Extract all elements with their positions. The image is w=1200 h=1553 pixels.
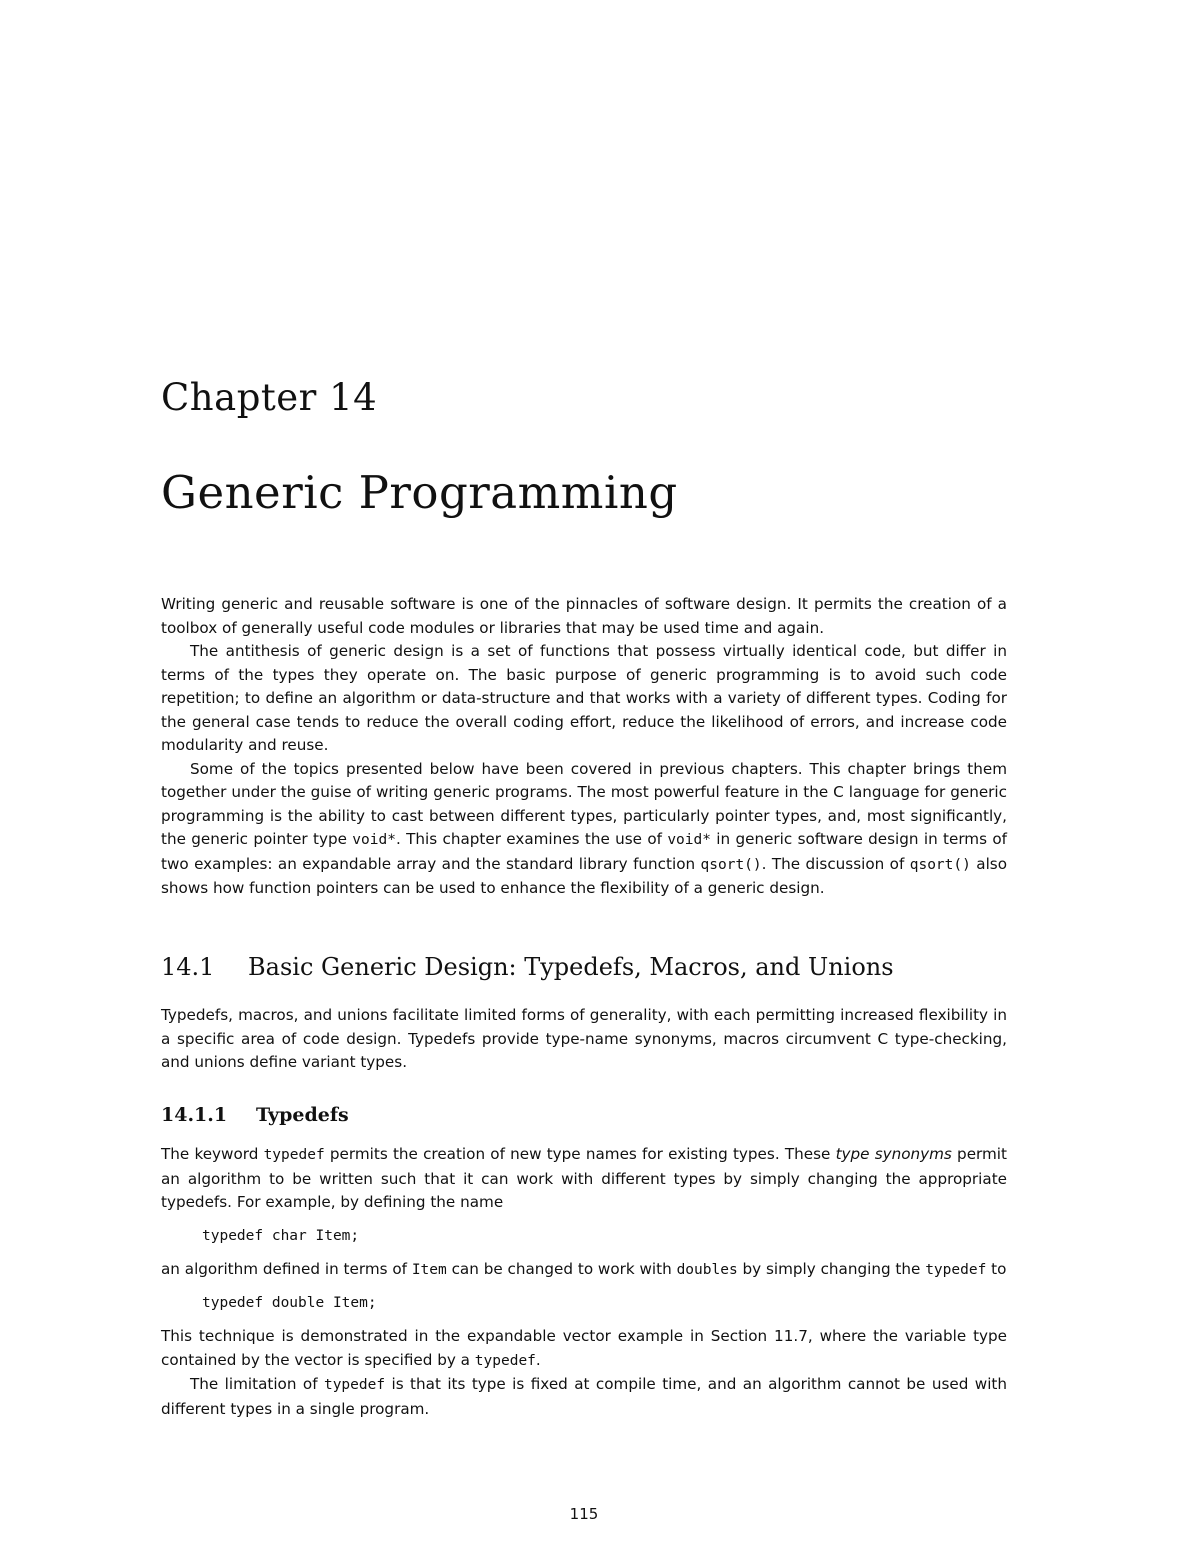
section-heading xyxy=(161,953,894,981)
subsection-paragraph-2: an algorithm defined in terms of Item can be changed to work with doubles by simply changing the typedef to xyxy=(161,1259,1007,1278)
subsection-heading xyxy=(161,1104,349,1126)
inline-code: typedef xyxy=(474,1352,536,1369)
subsection-number: 14.1.1 xyxy=(161,1104,228,1126)
inline-code: qsort() xyxy=(909,856,971,873)
section-body xyxy=(161,1004,1007,1075)
inline-code: doubles xyxy=(676,1261,738,1278)
inline-code: Item xyxy=(411,1261,447,1278)
subsection-paragraph-3: This technique is demonstrated in the expandable vector example in Section 11.7, where the variable type contained by the vector is specified by a typedef. xyxy=(161,1327,1007,1369)
code-block-2: typedef double Item; xyxy=(202,1295,377,1311)
inline-code: typedef xyxy=(925,1261,987,1278)
page-number: 115 xyxy=(569,1505,599,1523)
chapter-intro xyxy=(161,593,1007,901)
intro-paragraph-1: Writing generic and reusable software is one of the pinnacles of software design. It permits the creation of a toolbox of generally useful code modules or libraries that may be used time and again. xyxy=(161,595,1007,637)
section-number: 14.1 xyxy=(161,953,215,981)
intro-paragraph-2: The antithesis of generic design is a set of functions that possess virtually identical code, but differ in terms of the types they operate on. The basic purpose of generic programming is to avoid such code repetition; to define an algorithm or data-structure and that works with a variety of different types. Coding for the general case tends to reduce the overall coding effort, reduce the likelihood of errors, and increase code modularity and reuse. xyxy=(161,642,1007,754)
subsection-body xyxy=(161,1143,1007,1421)
inline-code: void* xyxy=(667,832,711,848)
inline-code: typedef xyxy=(263,1147,325,1163)
subsection-paragraph-4: The limitation of typedef is that its type is fixed at compile time, and an algorithm cannot be used with different types in a single program. xyxy=(161,1375,1007,1418)
subsection-paragraph-1: The keyword typedef permits the creation of new type names for existing types. These type synonyms permit an algorithm to be written such that it can work with different types by simply changing the appropriate typedefs. For example, by defining the name xyxy=(161,1145,1007,1211)
subsection-title: Typedefs xyxy=(256,1104,349,1126)
section-paragraph-1: Typedefs, macros, and unions facilitate limited forms of generality, with each permitting increased flexibility in a specific area of code design. Typedefs provide type-name synonyms, macros circumvent C type-checking, and unions define variant types. xyxy=(161,1006,1007,1071)
code-block-1: typedef char Item; xyxy=(202,1227,360,1244)
emphasis: type synonyms xyxy=(835,1145,952,1163)
chapter-label: Chapter 14 xyxy=(161,376,378,419)
section-title: Basic Generic Design: Typedefs, Macros, and Unions xyxy=(248,953,894,981)
inline-code: void* xyxy=(352,832,396,848)
chapter-title: Generic Programming xyxy=(161,466,678,519)
inline-code: typedef xyxy=(323,1377,386,1393)
inline-code: qsort() xyxy=(700,856,762,873)
intro-paragraph-3: Some of the topics presented below have been covered in previous chapters. This chapter brings them together under the guise of writing generic programs. The most powerful feature in the C language for generic programming is the ability to cast between different types, particularly pointer types, and, most significantly, the generic pointer type void*. This chapter examines the use of void* in generic software design in terms of two examples: an expandable array and the standard library function qsort(). The discussion of qsort() also shows how function pointers can be used to enhance the flexibility of a generic design. xyxy=(161,759,1007,897)
